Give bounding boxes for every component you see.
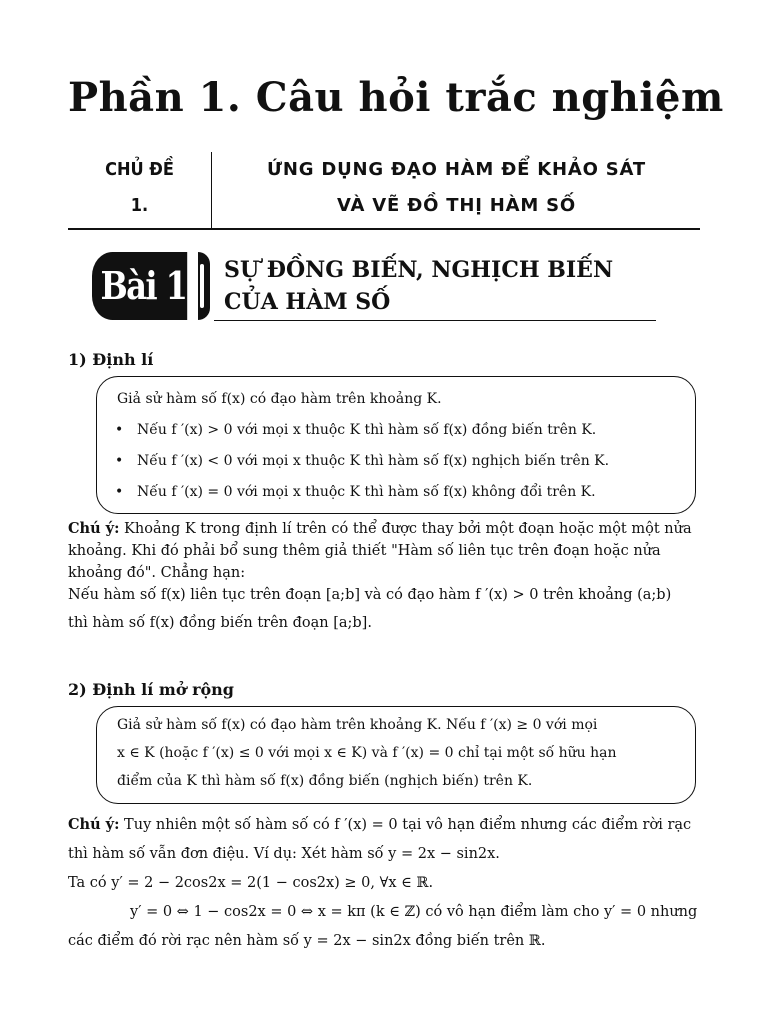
- topic-title-line2: VÀ VẼ ĐỒ THỊ HÀM SỐ: [337, 195, 576, 216]
- extended-theorem-box: [96, 706, 696, 804]
- extended-theorem-line: x ∈ K (hoặc f ′(x) ≤ 0 với mọi x ∈ K) và f ′(x) = 0 chỉ tại một số hữu hạn: [117, 745, 617, 761]
- part-title: Phần 1. Câu hỏi trắc nghiệm: [68, 74, 724, 121]
- theorem-bullet-increasing: [117, 422, 596, 438]
- note-label: Chú ý:: [68, 816, 120, 833]
- bullet-text: Nếu f ′(x) < 0 với mọi x thuộc K thì hàm số f(x) nghịch biến trên K.: [137, 453, 610, 469]
- topic-title-line1: ỨNG DỤNG ĐẠO HÀM ĐỂ KHẢO SÁT: [267, 159, 646, 180]
- lesson-title-line1: SỰ ĐỒNG BIẾN, NGHỊCH BIẾN: [224, 257, 614, 283]
- lesson-badge-cap: [198, 252, 210, 320]
- section-2-heading: 2) Định lí mở rộng: [68, 680, 234, 699]
- note-1: [68, 518, 700, 634]
- topic-label: [68, 152, 212, 228]
- note-text: thì hàm số vẫn đơn điệu. Ví dụ: Xét hàm số y = 2x − sin2x.: [68, 846, 500, 862]
- note-text: khoảng. Khi đó phải bổ sung thêm giả thiết "Hàm số liên tục trên đoạn hoặc nửa: [68, 543, 661, 559]
- lesson-title: [224, 254, 664, 318]
- topic-label-line1: CHỦ ĐỀ: [105, 159, 174, 180]
- lesson-divider: [214, 320, 656, 321]
- theorem-bullet-constant: [117, 484, 596, 500]
- topic-title: [213, 152, 700, 228]
- lesson-badge: Bài 1: [92, 252, 187, 320]
- topic-header: [68, 152, 700, 230]
- note-2: [68, 810, 700, 956]
- lesson-title-line2: CỦA HÀM SỐ: [224, 289, 391, 315]
- extended-theorem-line: điểm của K thì hàm số f(x) đồng biến (nghịch biến) trên K.: [117, 773, 533, 789]
- theorem-box: [96, 376, 696, 514]
- theorem-intro: Giả sử hàm số f(x) có đạo hàm trên khoảng K.: [117, 391, 442, 407]
- note-text: các điểm đó rời rạc nên hàm số y = 2x − sin2x đồng biến trên ℝ.: [68, 933, 546, 949]
- note-text: khoảng đó". Chẳng hạn:: [68, 565, 246, 581]
- note-text: Tuy nhiên một số hàm số có f ′(x) = 0 tại vô hạn điểm nhưng các điểm rời rạc: [119, 817, 692, 833]
- note-text: y′ = 0 ⇔ 1 − cos2x = 0 ⇔ x = kπ (k ∈ ℤ) có vô hạn điểm làm cho y′ = 0 nhưng: [130, 904, 698, 920]
- note-text: Nếu hàm số f(x) liên tục trên đoạn [a;b] và có đạo hàm f ′(x) > 0 trên khoảng (a;b): [68, 587, 672, 603]
- note-text: Khoảng K trong định lí trên có thể được thay bởi một đoạn hoặc một một nửa: [119, 521, 692, 537]
- bullet-text: Nếu f ′(x) > 0 với mọi x thuộc K thì hàm số f(x) đồng biến trên K.: [137, 422, 597, 438]
- note-text: thì hàm số f(x) đồng biến trên đoạn [a;b].: [68, 615, 372, 631]
- bullet-text: Nếu f ′(x) = 0 với mọi x thuộc K thì hàm số f(x) không đổi trên K.: [137, 484, 596, 500]
- note-label: Chú ý:: [68, 520, 120, 537]
- topic-label-line2: 1.: [130, 195, 149, 216]
- theorem-bullet-decreasing: [117, 453, 609, 469]
- note-text: Ta có y′ = 2 − 2cos2x = 2(1 − cos2x) ≥ 0, ∀x ∈ ℝ.: [68, 875, 434, 891]
- section-1-heading: 1) Định lí: [68, 350, 154, 369]
- extended-theorem-line: Giả sử hàm số f(x) có đạo hàm trên khoảng K. Nếu f ′(x) ≥ 0 với mọi: [117, 717, 598, 733]
